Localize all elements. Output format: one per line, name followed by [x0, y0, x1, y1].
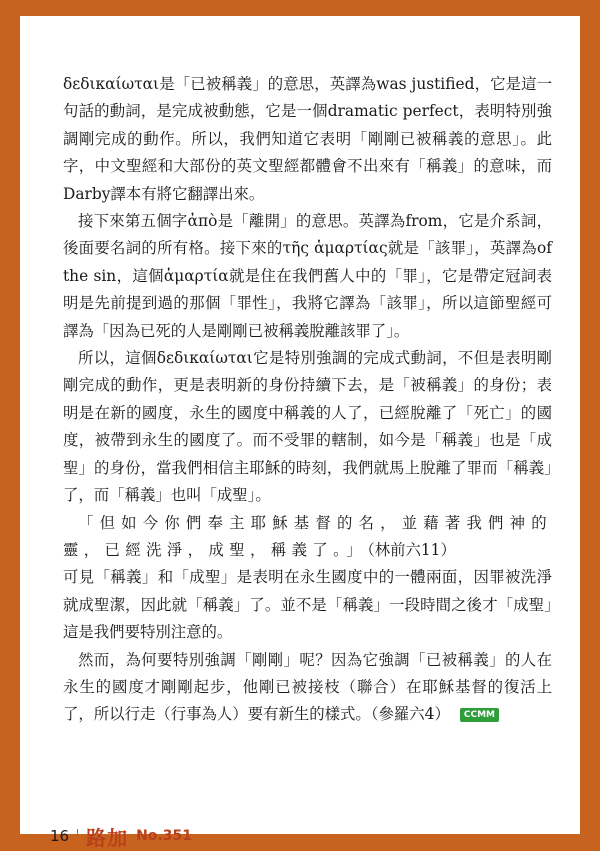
issue-number: No.351	[136, 828, 192, 844]
magazine-logo: 路加	[86, 825, 129, 850]
paragraph-last	[63, 647, 552, 729]
page-footer	[50, 824, 192, 848]
paragraph-1: δεδικαίωται是「已被稱義」的意思，英譯為was justified，它是這一句話的動詞，是完成被動態，它是一個dramatic perfect，表明特別強調剛完成的動作。所以，我們知道它表明「剛剛已被稱義的意思」。此字，中文聖經和大部份的英文聖經都體會不出來有「稱義」的意味，而Darby譯本有將它翻譯出來。	[63, 75, 552, 203]
page	[20, 16, 580, 850]
scripture-quote	[63, 510, 552, 565]
paragraph-3: 所以，這個δεδικαίωται它是特別強調的完成式動詞，不但是表明剛剛完成的動作，更是表明新的身份持續下去，是「被稱義」的身份；表明是在新的國度，永生的國度中稱義的人了，已經脫離了「死亡」的國度，被帶到永生的國度了。而不受罪的轄制，如今是「稱義」也是「成聖」的身份，當我們相信主耶穌的時刻，我們就馬上脫離了罪而「稱義」了，而「稱義」也叫「成聖」。	[63, 349, 552, 505]
ccmm-badge: CCMM	[460, 708, 499, 722]
footer-divider	[77, 829, 78, 844]
quote-text: 「但如今你們奉主耶穌基督的名，並藉著我們神的靈，已經洗淨，成聖，稱義了。」	[63, 513, 552, 559]
paragraph-last-text: 然而，為何要特別強調「剛剛」呢？因為它強調「已被稱義」的人在永生的國度才剛剛起步，他剛已被接枝（聯合）在耶穌基督的復活上了，所以行走（行事為人）要有新生的樣式。（參羅六4）	[63, 650, 552, 724]
quote-reference: （林前六11）	[367, 540, 456, 559]
paragraph-2: 接下來第五個字ἀπὸ是「離開」的意思。英譯為from，它是介系詞，後面要名詞的所有格。接下來的τῆς ἁμαρτίας就是「該罪」，英譯為of the sin，這個ἁμαρτία就是住在我們舊人中的「罪」，它是帶定冠詞表明是先前提到過的那個「罪性」，我將它譯為「該罪」，所以這節聖經可譯為「因為已死的人是剛剛已被稱義脫離該罪了」。	[63, 212, 552, 340]
paragraph-after-quote: 可見「稱義」和「成聖」是表明在永生國度中的一體兩面，因罪被洗淨就成聖潔，因此就「稱義」了。並不是「稱義」一段時間之後才「成聖」這是我們要特別注意的。	[63, 568, 552, 642]
page-number: 16	[50, 827, 70, 845]
article-body	[63, 71, 552, 729]
